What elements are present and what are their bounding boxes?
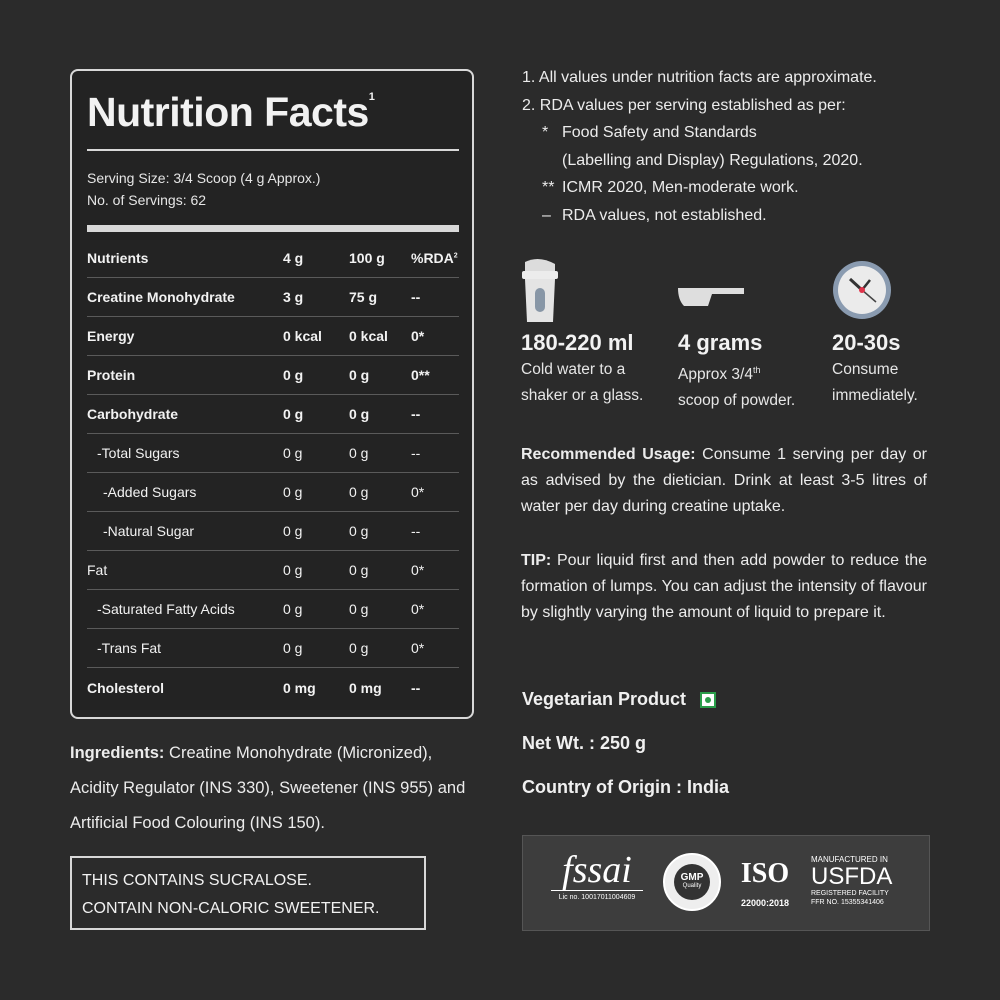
table-cell: -- (411, 679, 421, 696)
note: 1. All values under nutrition facts are approximate. (522, 69, 877, 86)
header-cell: %RDA$^2$ (411, 250, 458, 266)
table-cell: 0* (411, 562, 425, 578)
table-row (87, 629, 459, 668)
warning-line: CONTAIN NON-CALORIC SWEETENER. (82, 900, 380, 917)
table-cell: -Added Sugars (103, 484, 197, 500)
table-cell: 0 g (349, 562, 369, 578)
table-cell: 0 g (349, 367, 370, 383)
table-row (87, 473, 459, 512)
table-cell: 0 g (283, 406, 304, 422)
table-cell: -- (411, 289, 421, 305)
thick-divider (87, 225, 459, 232)
table-cell: 0 g (283, 484, 303, 500)
table-cell: -- (411, 523, 421, 539)
table-row (87, 512, 459, 551)
table-cell: -Saturated Fatty Acids (97, 601, 235, 617)
table-cell: 0 g (349, 640, 369, 656)
table-cell: 75 g (349, 289, 378, 305)
table-row (87, 590, 459, 629)
table-cell: 0 g (349, 406, 370, 422)
table-row (87, 395, 459, 434)
net-weight: Net Wt. : 250 g (522, 733, 647, 753)
step-amount: 180-220 ml (521, 330, 634, 355)
table-cell: -Total Sugars (97, 445, 180, 461)
step-desc: shaker or a glass. (521, 387, 644, 404)
scoop-icon (678, 286, 746, 308)
step-desc: Approx 3/4th (678, 365, 761, 384)
step-desc: Consume (832, 361, 899, 378)
note-sub: ** ICMR 2020, Men-moderate work. (542, 179, 799, 196)
step-water (521, 258, 671, 408)
divider (87, 149, 459, 151)
table-cell: 0 mg (283, 679, 316, 696)
step-amount: 20-30s (832, 330, 901, 355)
nutrition-title: Nutrition Facts$^1$ (87, 89, 375, 135)
table-cell: Carbohydrate (87, 406, 179, 422)
step-amount: 4 grams (678, 330, 763, 355)
table-cell: 0 g (283, 562, 303, 578)
table-cell: 3 g (283, 289, 304, 305)
step-desc: immediately. (832, 387, 918, 404)
usfda-logo: MANUFACTURED IN USFDA REGISTERED FACILITY FFR NO. 15355341406 (811, 855, 893, 906)
table-cell: 0* (411, 484, 425, 500)
warning-line: THIS CONTAINS SUCRALOSE. (82, 872, 312, 889)
table-cell: -- (411, 445, 421, 461)
table-cell: 0* (411, 328, 425, 344)
table-cell: 0 g (283, 523, 303, 539)
iso-logo: ISO 22000:2018 (740, 858, 790, 908)
note: 2. RDA values per serving established as per: (522, 96, 846, 114)
table-cell: 0 mg (349, 679, 382, 696)
table-cell: -Trans Fat (97, 640, 162, 656)
table-cell: 0 g (349, 445, 369, 461)
step-desc: scoop of powder. (678, 392, 796, 410)
nutrition-facts-panel (70, 69, 474, 719)
table-cell: 0* (411, 601, 425, 617)
note-sub: (Labelling and Display) Regulations, 2020. (562, 151, 863, 169)
table-cell: 0 g (283, 640, 303, 656)
footnotes (522, 64, 877, 229)
table-cell: 0 kcal (283, 328, 322, 344)
table-cell: 0* (411, 640, 425, 656)
table-row (87, 434, 459, 473)
tip: TIP: Pour liquid first and then add powder to reduce the formation of lumps. You can adjust the intensity of flavour by slightly varying the amount of liquid to prepare it. (521, 552, 927, 621)
serving-size: Serving Size: 3/4 Scoop (4 g Approx.) (87, 170, 321, 186)
clock-icon (832, 260, 892, 320)
servings-count: No. of Servings: 62 (87, 192, 207, 208)
table-cell: Energy (87, 328, 135, 344)
country-of-origin: Country of Origin : India (522, 777, 729, 797)
note-sub: – RDA values, not established. (542, 206, 767, 224)
table-row (87, 317, 459, 356)
table-cell: 0 g (349, 523, 369, 539)
table-cell: 0 kcal (349, 328, 388, 344)
nutrition-table (87, 239, 459, 707)
step-time (832, 258, 982, 408)
table-row (87, 356, 459, 395)
header-cell: 4 g (283, 250, 304, 266)
table-cell: Fat (87, 562, 108, 578)
certifications-strip (522, 835, 930, 931)
ingredients: Ingredients: Creatine Monohydrate (Micronized), Acidity Regulator (INS 330), Sweetener (INS 955) and Artificial Food Colouring (INS 150). (70, 744, 466, 832)
recommended-usage: Recommended Usage: Consume 1 serving per day or as advised by the dietician. Drink at least 3-5 litres of water per day during creatine uptake. (521, 446, 927, 515)
table-cell: 0 g (283, 445, 303, 461)
gmp-badge: GMP Quality (663, 853, 721, 911)
header-cell: 100 g (349, 250, 385, 266)
table-cell: 0 g (283, 367, 304, 383)
table-cell: 0 g (349, 601, 369, 617)
header-cell: Nutrients (87, 250, 149, 266)
vegetarian-label: Vegetarian Product (522, 689, 716, 710)
table-cell: 0** (411, 367, 430, 383)
step-desc: Cold water to a (521, 361, 626, 378)
veg-symbol-icon (700, 692, 716, 708)
note-sub: * Food Safety and Standards (542, 124, 757, 141)
fssai-logo: fssai Lic no. 10017011004609 (551, 850, 643, 901)
table-header (87, 239, 459, 278)
table-row (87, 278, 459, 317)
sweetener-warning (70, 856, 426, 930)
table-row (87, 551, 459, 590)
table-row (87, 668, 459, 707)
step-powder (678, 258, 828, 413)
table-cell: 0 g (349, 484, 369, 500)
serving-info (87, 167, 320, 211)
shaker-icon (521, 258, 559, 324)
table-cell: 0 g (283, 601, 303, 617)
table-cell: Protein (87, 367, 136, 383)
table-cell: -Natural Sugar (103, 523, 195, 539)
table-cell: -- (411, 406, 421, 422)
table-cell: Creatine Monohydrate (87, 289, 235, 305)
table-cell: Cholesterol (87, 679, 165, 696)
